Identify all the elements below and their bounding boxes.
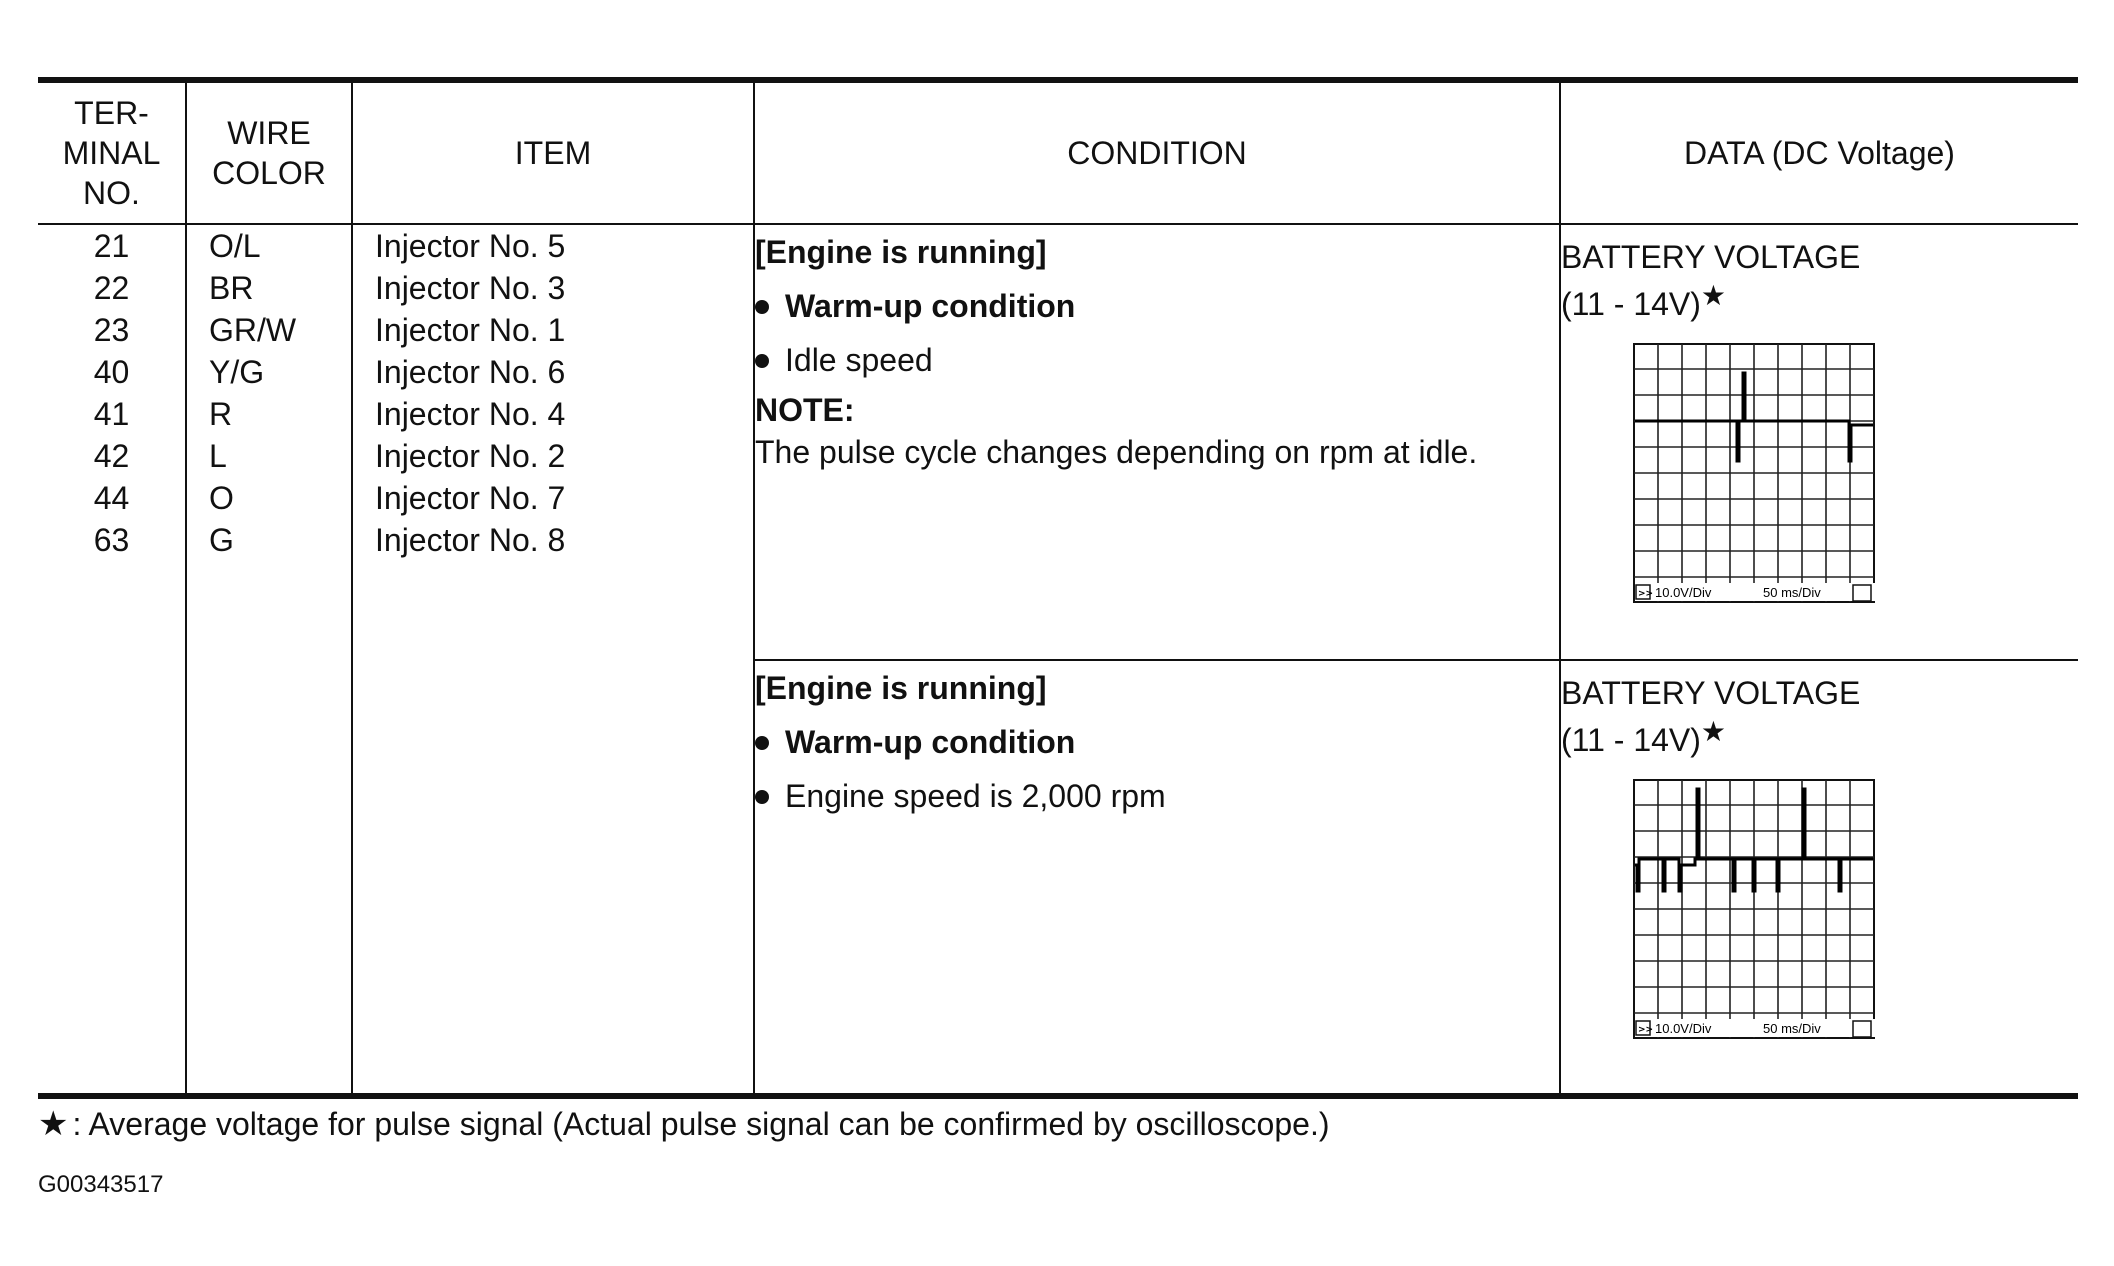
bullet-icon (755, 354, 769, 368)
condition-heading: [Engine is running] (755, 234, 1047, 270)
item-name: Injector No. 4 (375, 396, 566, 432)
terminal-number: 22 (93, 270, 130, 306)
wire-color: GR/W (209, 312, 297, 348)
svg-text:>>: >> (1638, 1025, 1654, 1035)
wire-color: G (209, 522, 234, 558)
item-name: Injector No. 1 (375, 312, 566, 348)
terminal-number: 63 (93, 522, 130, 558)
oscilloscope-trace-idle (1633, 343, 1877, 605)
item-name: Injector No. 5 (375, 228, 566, 264)
data-cell-2000rpm (1560, 660, 2078, 1096)
star-icon: ★ (38, 1105, 69, 1143)
condition-bullet: Warm-up condition (755, 279, 1559, 333)
scope-volts-div: 10.0V/Div (1655, 1021, 1712, 1036)
scope-time-div: 50 ms/Div (1763, 585, 1821, 600)
bullet-icon (755, 736, 769, 750)
table-row (38, 224, 2078, 660)
item-name: Injector No. 8 (375, 522, 566, 558)
voltage-range: (11 - 14V)★ (1561, 280, 1727, 322)
bullet-icon (755, 790, 769, 804)
header-wire-color: WIRE COLOR (186, 80, 352, 224)
terminal-number-list (38, 224, 186, 1096)
footnote-text: : Average voltage for pulse signal (Actual pulse signal can be confirmed by oscilloscope.) (72, 1106, 1330, 1142)
condition-cell-2000rpm (754, 660, 1560, 1096)
oscilloscope-trace-2000rpm (1633, 779, 1877, 1041)
header-item: ITEM (352, 80, 754, 224)
figure-id: G00343517 (38, 1171, 164, 1198)
condition-cell-idle (754, 224, 1560, 660)
terminal-number: 42 (93, 438, 130, 474)
voltage-title: BATTERY VOLTAGE (1561, 675, 1861, 711)
terminal-number: 21 (93, 228, 130, 264)
wire-color: O (209, 480, 234, 516)
condition-bullet: Idle speed (755, 333, 1559, 387)
bullet-icon (755, 300, 769, 314)
terminal-number: 23 (93, 312, 130, 348)
terminal-number: 44 (93, 480, 130, 516)
footnote (38, 1102, 1329, 1146)
condition-bullet: Warm-up condition (755, 715, 1559, 769)
header-terminal-no: TER- MINAL NO. (38, 80, 186, 224)
data-cell-idle (1560, 224, 2078, 660)
voltage-title: BATTERY VOLTAGE (1561, 239, 1861, 275)
wire-color: Y/G (209, 354, 265, 390)
note-title: NOTE: (755, 392, 855, 428)
terminal-spec-table (38, 77, 2078, 1099)
wire-color: O/L (209, 228, 261, 264)
terminal-number: 41 (93, 396, 130, 432)
svg-text:>>: >> (1638, 589, 1654, 599)
item-name: Injector No. 3 (375, 270, 566, 306)
wire-color: BR (209, 270, 254, 306)
condition-heading: [Engine is running] (755, 670, 1047, 706)
wire-color: R (209, 396, 233, 432)
wire-color: L (209, 438, 227, 474)
voltage-range: (11 - 14V)★ (1561, 716, 1727, 758)
scope-time-div: 50 ms/Div (1763, 1021, 1821, 1036)
item-name: Injector No. 6 (375, 354, 566, 390)
header-data: DATA (DC Voltage) (1560, 80, 2078, 224)
spec-table-wrapper (38, 77, 2078, 1099)
table-header-row (38, 80, 2078, 224)
note-text: The pulse cycle changes depending on rpm at idle. (755, 434, 1478, 470)
star-icon: ★ (1700, 716, 1727, 747)
item-list (352, 224, 754, 1096)
condition-bullet: Engine speed is 2,000 rpm (755, 769, 1559, 823)
scope-volts-div: 10.0V/Div (1655, 585, 1712, 600)
wire-color-list (186, 224, 352, 1096)
star-icon: ★ (1700, 280, 1727, 311)
item-name: Injector No. 2 (375, 438, 566, 474)
header-condition: CONDITION (754, 80, 1560, 224)
item-name: Injector No. 7 (375, 480, 566, 516)
terminal-number: 40 (93, 354, 130, 390)
